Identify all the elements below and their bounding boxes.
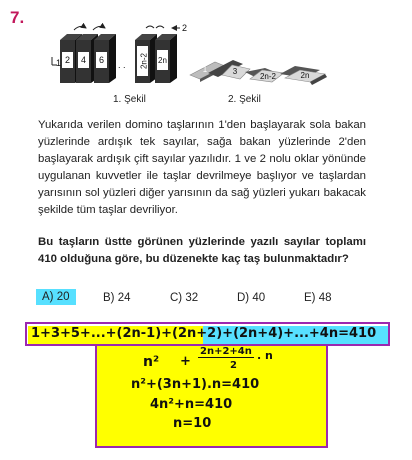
domino-figure bbox=[0, 0, 412, 115]
tile-label: 6 bbox=[98, 55, 105, 65]
fraction-denominator: 2 bbox=[230, 360, 237, 371]
equation-line-4: 4n²+n=410 bbox=[150, 397, 233, 412]
equation-line-5: n=10 bbox=[173, 416, 212, 431]
solution-sum-line bbox=[25, 322, 390, 346]
option-d[interactable] bbox=[237, 292, 265, 304]
option-a[interactable] bbox=[36, 289, 76, 305]
tile-label: 2n-2 bbox=[139, 52, 149, 70]
option-value: 40 bbox=[252, 292, 266, 304]
question-paragraph: Yukarıda verilen domino taşlarının 1'den başlayarak sola bakan yüzlerinde ardışık tek sayılar, sağa bakan yüzlerinde 2'den başlayarak ardışık çift sayılar yazılıdır. 1 ve 2 nolu oklar yönünde uygulanan kuvvetler ile taşlar devrilmeye başlıyor ve taşlardan yarısının sol yüzleri diğer yarısının da sağ yüzleri yukarı bakacak şekilde tüm taşlar devriliyor. bbox=[38, 119, 366, 216]
option-value: 20 bbox=[56, 291, 70, 303]
odd-sum-text: 1+3+5+...+(2n-1) bbox=[31, 326, 162, 341]
option-e[interactable] bbox=[304, 292, 332, 304]
tile-label: 2n bbox=[158, 56, 167, 65]
fraction-numerator: 2n+2+4n bbox=[200, 346, 252, 357]
figure-caption-1: 1. Şekil bbox=[113, 94, 146, 105]
tile-label: 2n bbox=[300, 71, 310, 80]
tile-label: 3 bbox=[232, 67, 238, 76]
question-prompt: Bu taşların üstte görünen yüzlerinde yazılı sayılar toplamı 410 olduğuna göre, bu düzenekte kaç taş bulunmaktadır? bbox=[38, 236, 366, 265]
option-value: 48 bbox=[318, 292, 332, 304]
tile-label: 2n-2 bbox=[259, 72, 277, 81]
figure-caption-2: 2. Şekil bbox=[228, 94, 261, 105]
equation-line-3: n²+(3n+1).n=410 bbox=[131, 377, 260, 392]
option-letter: D) bbox=[237, 292, 250, 304]
option-letter: E) bbox=[304, 292, 316, 304]
option-letter: C) bbox=[170, 292, 183, 304]
option-value: 32 bbox=[185, 292, 199, 304]
tile-label: 1 bbox=[202, 65, 208, 74]
fraction-multiplier: . n bbox=[257, 349, 273, 362]
option-letter: A) bbox=[42, 291, 54, 303]
option-letter: B) bbox=[103, 292, 115, 304]
arrow-1 bbox=[52, 57, 61, 68]
option-c[interactable] bbox=[170, 292, 198, 304]
fall-arrows bbox=[74, 26, 164, 30]
solution-work-box bbox=[95, 344, 328, 448]
tile-label: 2 bbox=[64, 55, 71, 65]
sum-expression bbox=[31, 326, 376, 341]
option-b[interactable] bbox=[103, 292, 131, 304]
tile-label: 4 bbox=[80, 55, 87, 65]
n-squared: n² bbox=[143, 354, 160, 370]
answer-options bbox=[30, 289, 370, 311]
option-value: 24 bbox=[117, 292, 131, 304]
ellipsis: . . . bbox=[113, 60, 126, 70]
arrow-2-label: 2 bbox=[182, 23, 188, 33]
plus-sign: + bbox=[180, 354, 191, 369]
arrow-2 bbox=[172, 23, 187, 33]
arrow-1-label: 1 bbox=[56, 58, 62, 68]
even-sum-text: +(2n+2)+(2n+4)+...+4n=410 bbox=[161, 326, 377, 341]
question-number: 7. bbox=[10, 8, 25, 27]
